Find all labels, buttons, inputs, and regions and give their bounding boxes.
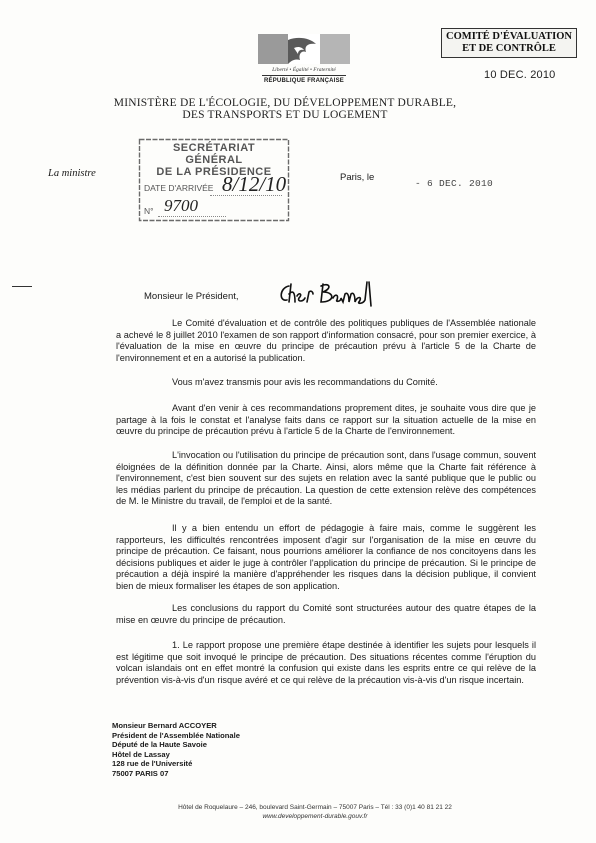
paragraph-text: Les conclusions du rapport du Comité sont structurées autour des quatre étapes de la mise en œuvre du principe de précaution. [116, 603, 536, 625]
paragraph-text: Il y a bien entendu un effort de pédagogie à faire mais, comme le suggèrent les rapporteurs, les difficultés rencontrées imposent d'agir sur l'organisation de la mise en œuvre du principe de précaution. Ce faisant, nous pourrions améliorer la confiance de nos concitoyens dans les décisions publiques et aider le juge à contrôler l'application du principe de précaution. Si le principe de précaution a déjà inspiré la manière d'appréhender les risques dans la décision publique, il convient bien de mieux formaliser les étapes de son application. [116, 523, 536, 591]
addressee-line: Président de l'Assemblée Nationale [112, 730, 240, 740]
committee-stamp-line1: COMITÉ D'ÉVALUATION [446, 31, 572, 42]
paragraph [116, 377, 536, 389]
addressee-line: Député de la Haute Savoie [112, 740, 207, 750]
logo-motto: Liberté • Égalité • Fraternité [272, 67, 336, 73]
paragraph [116, 403, 536, 438]
number-value: 9700 [164, 196, 198, 215]
secretariat-stamp-line2: DE LA PRÉSIDENCE [156, 166, 272, 178]
arrival-date-label: DATE D'ARRIVÉE [144, 183, 214, 193]
footer-address: Hôtel de Roquelaure – 246, boulevard Saint-Germain – 75007 Paris – Tél : 33 (0)1 40 81 21 22 [178, 804, 452, 811]
sender-label: La ministre [48, 168, 96, 179]
paragraph [116, 603, 536, 626]
paragraph-text: Le Comité d'évaluation et de contrôle des politiques publiques de l'Assemblée nationale a achevé le 8 juillet 2010 l'examen de son rapport d'information consacré, pour son premier exercice, à l'évaluation de la mise en œuvre du principe de précaution prévu à l'article 5 de la Charte de l'environnement et en a autorisé la publication. [116, 318, 536, 363]
footer [150, 803, 480, 821]
ministry-line2: DES TRANSPORTS ET DU LOGEMENT [182, 109, 388, 121]
ministry-heading [100, 97, 470, 121]
logo-republic-label: RÉPUBLIQUE FRANÇAISE [263, 78, 344, 84]
addressee-line: Hôtel de Lassay [112, 749, 170, 759]
marianne-logo-icon [258, 34, 350, 64]
arrival-date-value: 8/12/10 [222, 172, 287, 196]
secretariat-stamp-line1: SECRÉTARIAT GÉNÉRAL [172, 142, 256, 166]
committee-received-date: 10 DEC. 2010 [484, 69, 556, 81]
republique-francaise-logo [258, 34, 350, 88]
paragraph [116, 640, 536, 686]
number-line [158, 216, 226, 217]
addressee-line: 75007 PARIS 07 [112, 768, 169, 778]
committee-stamp-line2: ET DE CONTRÔLE [462, 43, 556, 54]
handwriting-icon [277, 276, 377, 310]
paragraph [116, 450, 536, 508]
addressee-block [112, 721, 240, 779]
footer-website: www.developpement-durable.gouv.fr [262, 813, 368, 820]
letter-date: - 6 DEC. 2010 [415, 178, 494, 189]
handwritten-addition [277, 276, 377, 315]
secretariat-stamp [138, 138, 290, 222]
fold-mark [12, 286, 32, 287]
paragraph-text: Vous m'avez transmis pour avis les recommandations du Comité. [172, 377, 438, 387]
ministry-line1: MINISTÈRE DE L'ÉCOLOGIE, DU DÉVELOPPEMENT DURABLE, [113, 97, 457, 109]
paragraph-text: L'invocation ou l'utilisation du principe de précaution sont, dans l'usage commun, souvent éloignées de la définition donnée par la Charte. Ainsi, alors même que la Charte fait référence à l'environnement, c'est bien souvent sur des sujets en relation avec la santé publique que le public ou les médias parlent du principe de précaution. La question de cette extension relève des compétences de M. le Ministre du travail, de l'emploi et de la santé. [116, 450, 536, 506]
addressee-line: Monsieur Bernard ACCOYER [112, 721, 217, 730]
paragraph [116, 523, 536, 592]
committee-stamp [441, 28, 577, 58]
number-label: N° [144, 206, 154, 216]
paragraph-text: 1. Le rapport propose une première étape destinée à identifier les sujets pour lesquels il est légitime que soit invoqué le principe de précaution. Des situations récentes comme l'éruption du volcan islandais ont en effet montré la confusion qui existe dans les esprits entre ce qui relève de la prévention vis-à-vis d'un risque avéré et ce qui relève de la précaution vis-à-vis d'un risque incertain. [116, 640, 536, 685]
place-label: Paris, le [340, 172, 375, 183]
paragraph-text: Avant d'en venir à ces recommandations proprement dites, je souhaite vous dire que je partage à la fois le constat et l'analyse faits dans ce rapport sur la situation actuelle de la mise en œuvre du principe de précaution prévu à l'article 5 de la Charte de l'environnement. [116, 403, 536, 436]
addressee-line: 128 rue de l'Université [112, 759, 193, 769]
paragraph [116, 318, 536, 364]
salutation: Monsieur le Président, [144, 291, 239, 302]
logo-divider [262, 75, 346, 76]
